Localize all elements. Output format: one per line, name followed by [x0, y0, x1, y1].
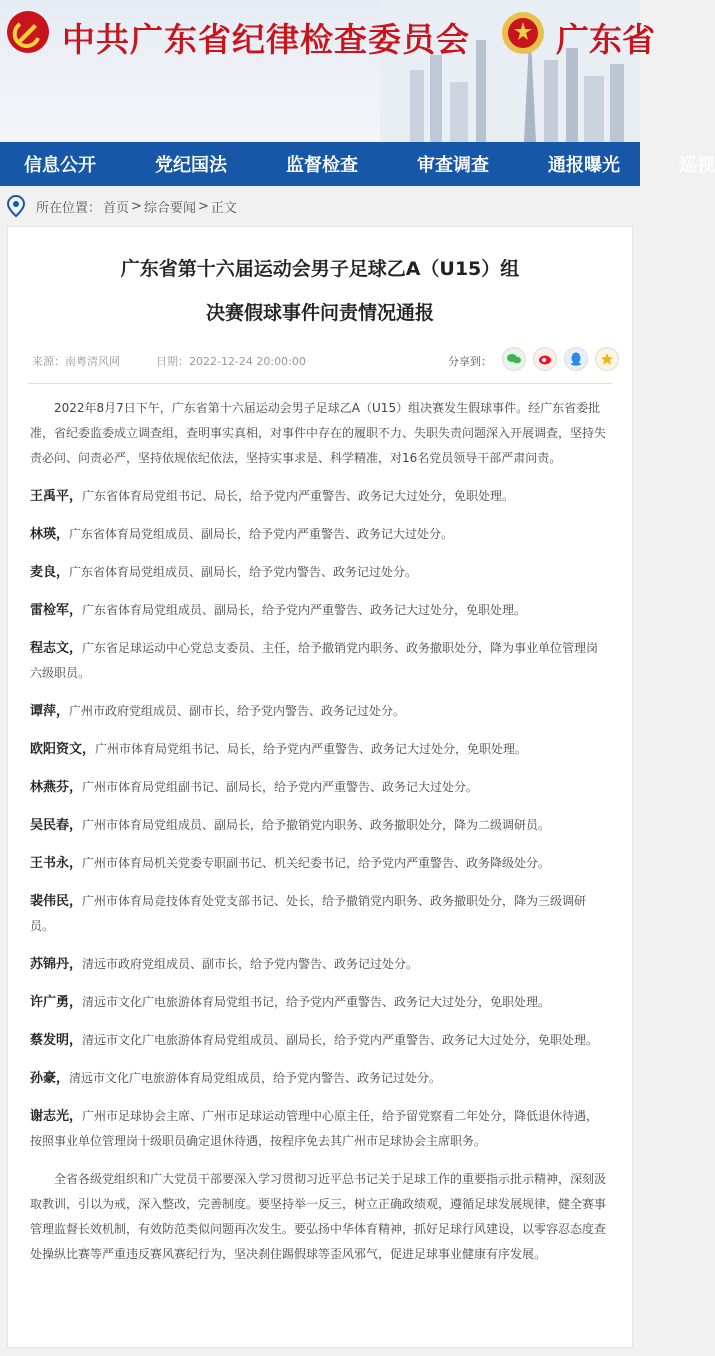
- list-item: 王禹平，广东省体育局党组书记、局长，给予党内严重警告、政务记大过处分，免职处理。: [30, 489, 515, 504]
- article-intro: 2022年8月7日下午，广东省第十六届运动会男子足球乙A（U15）组决赛发生假球事件。经广东省委批准，省纪委监委成立调查组，查明事实真相，对事件中存在的履职不力、失职失责问题深入开展调查，坚持失责必问、问责必严，坚持依规依纪依法，坚持实事求是、科学精准，对16名党员领导干部严肃问责。: [30, 401, 607, 465]
- list-item: 王书永，广州市体育局机关党委专职副书记、机关纪委书记，给予党内严重警告、政务降级处分。: [30, 856, 551, 871]
- article-title-line-1: 广东省第十六届运动会男子足球乙A（U15）组: [120, 258, 520, 280]
- weibo-share-icon[interactable]: [533, 347, 557, 371]
- national-emblem-icon: [500, 10, 546, 56]
- nav-inspection[interactable]: 巡视: [679, 155, 715, 176]
- list-item: 麦良，广东省体育局党组成员、副局长，给予党内警告、政务记过处分。: [30, 565, 418, 580]
- list-item: 雷检军，广东省体育局党组成员、副局长，给予党内严重警告、政务记大过处分，免职处理。: [30, 603, 527, 618]
- nav-investigation[interactable]: 审查调查: [417, 155, 489, 176]
- breadcrumb-separator: >: [197, 198, 209, 214]
- article-meta: [28, 343, 612, 384]
- list-item: 林燕芬，广州市体育局党组副书记、副局长，给予党内严重警告、政务记大过处分。: [30, 780, 479, 795]
- breadcrumb: [0, 186, 640, 226]
- wechat-share-icon[interactable]: [502, 347, 526, 371]
- breadcrumb-label: 所在位置：: [36, 200, 102, 216]
- article-source: 来源：南粤清风网: [32, 355, 120, 368]
- list-item: 吴民春，广州市体育局党组成员、副局长，给予撤销党内职务、政务撤职处分，降为二级调研员。: [30, 818, 551, 833]
- location-pin-icon: [6, 195, 26, 217]
- site-title: 中共广东省纪律检查委员会: [62, 20, 470, 59]
- breadcrumb-section-link[interactable]: 综合要闻: [143, 200, 196, 216]
- main-nav: [0, 142, 715, 186]
- list-item: 谢志光，广州市足球协会主席、广州市足球运动管理中心原主任，给予留党察看二年处分，降低退休待遇，按照事业单位管理岗十级职员确定退休待遇，按程序免去其广州市足球协会主席职务。: [30, 1109, 599, 1148]
- list-item: 蔡发明，清远市文化广电旅游体育局党组成员、副局长，给予党内严重警告、政务记大过处分，免职处理。: [30, 1033, 599, 1048]
- article-date: 日期：2022-12-24 20:00:00: [156, 355, 306, 368]
- article-conclusion: 全省各级党组织和广大党员干部要深入学习贯彻习近平总书记关于足球工作的重要指示批示精神，深刻汲取教训，引以为戒，深入整改，完善制度。要坚持举一反三，树立正确政绩观，遵循足球发展规律，健全赛事管理监督长效机制，有效防范类似问题再次发生。要弘扬中华体育精神，抓好足球行风建设，以零容忍态度查处操纵比赛等严重违反赛风赛纪行为，坚决刹住踢假球等歪风邪气，促进足球事业健康有序发展。: [30, 1172, 607, 1261]
- share-label: 分享到：: [448, 355, 492, 368]
- list-item: 许广勇，清远市文化广电旅游体育局党组书记，给予党内严重警告、政务记大过处分，免职处理。: [30, 995, 551, 1010]
- article-title: [8, 247, 632, 335]
- list-item: 孙豪，清远市文化广电旅游体育局党组成员，给予党内警告、政务记过处分。: [30, 1071, 442, 1086]
- list-item: 欧阳资文，广州市体育局党组书记、局长，给予党内严重警告、政务记大过处分，免职处理。: [30, 742, 528, 757]
- article-container: [7, 226, 633, 1348]
- site-header: [0, 0, 655, 142]
- breadcrumb-home-link[interactable]: 首页: [103, 200, 130, 216]
- nav-supervision[interactable]: 监督检查: [286, 155, 358, 176]
- breadcrumb-separator: >: [131, 198, 142, 214]
- list-item: 林瑛，广东省体育局党组成员、副局长，给予党内严重警告、政务记大过处分。: [30, 527, 454, 542]
- nav-info-disclosure[interactable]: 信息公开: [24, 155, 96, 176]
- list-item: 苏锦丹，清远市政府党组成员、副市长，给予党内警告、政务记过处分。: [30, 957, 419, 972]
- list-item: 裴伟民，广州市体育局竞技体育处党支部书记、处长，给予撤销党内职务、政务撤职处分，降为三级调研员。: [30, 894, 587, 933]
- party-emblem-icon: [6, 10, 50, 54]
- qq-share-icon[interactable]: [564, 347, 588, 371]
- site-title-secondary: 广东省: [556, 20, 655, 59]
- nav-party-discipline[interactable]: 党纪国法: [155, 155, 227, 176]
- share-icons: [502, 347, 626, 371]
- list-item: 谭萍，广州市政府党组成员、副市长，给予党内警告、政务记过处分。: [30, 704, 406, 719]
- list-item: 程志文，广东省足球运动中心党总支委员、主任，给予撤销党内职务、政务撤职处分，降为事业单位管理岗六级职员。: [30, 641, 599, 680]
- article-body: [8, 384, 632, 1267]
- qzone-share-icon[interactable]: [595, 347, 619, 371]
- nav-exposure[interactable]: 通报曝光: [548, 155, 620, 176]
- article-title-line-2: 决赛假球事件问责情况通报: [205, 302, 434, 324]
- breadcrumb-current: 正文: [210, 200, 237, 216]
